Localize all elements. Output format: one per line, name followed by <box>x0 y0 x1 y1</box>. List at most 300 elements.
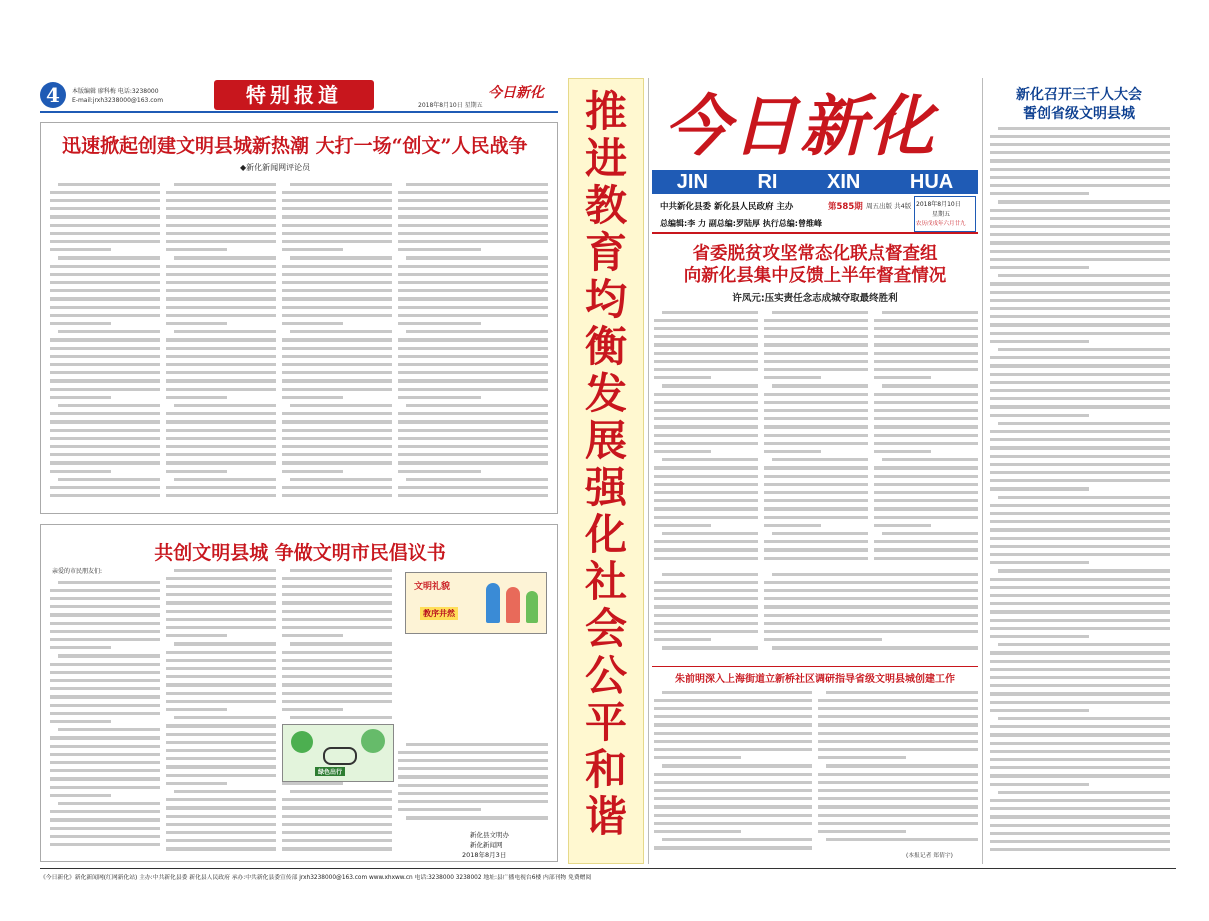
left-top-byline: ◆新化新闻网评论员 <box>240 163 311 172</box>
text-line <box>50 240 160 243</box>
text-line <box>58 581 160 584</box>
text-line <box>654 781 812 784</box>
text-line <box>50 695 160 698</box>
text-line <box>990 586 1170 589</box>
text-line <box>50 777 160 780</box>
text-line <box>166 306 276 309</box>
text-line <box>654 409 758 412</box>
text-line <box>398 808 481 811</box>
text-line <box>282 240 392 243</box>
text-line <box>282 371 392 374</box>
text-line <box>166 601 276 604</box>
text-line <box>874 343 978 346</box>
text-line <box>166 486 276 489</box>
text-line <box>282 379 392 382</box>
text-line <box>764 442 868 445</box>
text-line <box>654 507 758 510</box>
text-line <box>764 524 821 527</box>
text-line <box>290 478 392 481</box>
text-line <box>764 605 978 608</box>
text-line <box>398 199 548 202</box>
text-line <box>654 614 758 617</box>
text-line <box>818 805 978 808</box>
text-line <box>990 520 1170 523</box>
slogan-char: 公 <box>584 651 627 700</box>
text-line <box>50 613 160 616</box>
text-line <box>990 323 1170 326</box>
text-line <box>654 732 812 735</box>
text-line <box>398 792 548 795</box>
text-line <box>50 453 160 456</box>
tree-icon <box>361 729 385 753</box>
text-line <box>166 634 227 637</box>
text-line <box>290 569 392 572</box>
pinyin-word: RI <box>757 170 778 193</box>
text-line <box>990 315 1170 318</box>
text-line <box>654 343 758 346</box>
text-line <box>50 379 160 382</box>
center-col-2 <box>764 308 868 564</box>
text-line <box>282 265 392 268</box>
text-line <box>50 445 160 448</box>
text-line <box>654 360 758 363</box>
text-line <box>282 248 343 251</box>
text-line <box>166 281 276 284</box>
text-line <box>166 585 276 588</box>
slogan-char: 教 <box>584 181 627 230</box>
slogan-char: 衡 <box>584 322 627 371</box>
sign-org-2: 新化新闻网 <box>470 841 503 849</box>
text-line <box>662 838 812 841</box>
text-line <box>772 384 868 387</box>
slogan-char: 谐 <box>584 792 627 841</box>
slogan-char: 和 <box>584 745 627 794</box>
text-line <box>50 314 160 317</box>
text-line <box>50 753 160 756</box>
text-line <box>406 256 548 259</box>
text-line <box>990 266 1089 269</box>
text-line <box>874 434 978 437</box>
text-line <box>290 790 392 793</box>
text-line <box>990 397 1170 400</box>
text-line <box>282 708 343 711</box>
text-line <box>50 248 111 251</box>
illustration-caption: 绿色出行 <box>315 767 345 776</box>
text-line <box>398 371 548 374</box>
text-line <box>166 379 276 382</box>
text-line <box>764 548 868 551</box>
right-headline-2: 誓创省级文明县城 <box>1023 106 1135 122</box>
text-line <box>818 830 906 833</box>
text-line <box>990 774 1170 777</box>
text-line <box>654 846 812 849</box>
text-line <box>282 839 392 842</box>
text-line <box>282 306 392 309</box>
text-line <box>50 306 160 309</box>
text-line <box>662 311 758 314</box>
text-line <box>990 750 1170 753</box>
text-line <box>654 699 812 702</box>
text-line <box>990 840 1170 843</box>
text-line <box>398 437 548 440</box>
text-line <box>990 405 1170 408</box>
text-line <box>998 569 1170 572</box>
text-line <box>166 593 276 596</box>
text-line <box>282 232 392 235</box>
masthead-weekday: 星期五 <box>932 211 951 218</box>
text-line <box>406 183 548 186</box>
text-line <box>990 430 1170 433</box>
left-bottom-col-1 <box>50 578 160 854</box>
text-line <box>826 838 978 841</box>
slogan-char: 社 <box>584 557 627 606</box>
text-line <box>58 728 160 731</box>
text-line <box>166 338 276 341</box>
text-line <box>290 716 392 719</box>
text-line <box>50 794 111 797</box>
text-line <box>990 725 1170 728</box>
text-line <box>764 614 978 617</box>
text-line <box>50 769 160 772</box>
text-line <box>990 209 1170 212</box>
text-line <box>282 347 392 350</box>
text-line <box>990 455 1170 458</box>
text-line <box>50 589 160 592</box>
text-line <box>764 401 868 404</box>
text-line <box>398 273 548 276</box>
text-line <box>166 724 276 727</box>
text-line <box>764 630 978 633</box>
text-line <box>58 404 160 407</box>
text-line <box>398 494 548 497</box>
text-line <box>826 691 978 694</box>
text-line <box>290 183 392 186</box>
text-line <box>282 470 343 473</box>
text-line <box>654 442 758 445</box>
text-line <box>874 319 978 322</box>
text-line <box>772 646 978 649</box>
text-line <box>818 822 978 825</box>
text-line <box>50 281 160 284</box>
text-line <box>406 816 548 819</box>
text-line <box>282 338 392 341</box>
text-line <box>990 627 1170 630</box>
text-line <box>58 256 160 259</box>
text-line <box>166 215 276 218</box>
text-line <box>398 379 548 382</box>
text-line <box>282 363 392 366</box>
text-line <box>764 343 868 346</box>
text-line <box>50 720 111 723</box>
text-line <box>282 453 392 456</box>
text-line <box>654 805 812 808</box>
text-line <box>166 240 276 243</box>
text-line <box>50 232 160 235</box>
text-line <box>818 797 978 800</box>
text-line <box>990 332 1170 335</box>
text-line <box>50 429 160 432</box>
people-figure-icon <box>526 591 538 623</box>
footer-text: 《今日新化》新化新闻网(红网新化站) 主办:中共新化县委 新化县人民政府 承办:中共新化县委宣传部 jrxh3238000@163.com www.xhxww.cn 电话:3238000 3238002 地址:县广播电视台6楼 内部刊物 免费赠阅 <box>40 875 592 881</box>
text-line <box>282 626 392 629</box>
text-line <box>166 667 276 670</box>
text-line <box>990 783 1089 786</box>
text-line <box>50 843 160 846</box>
text-line <box>772 311 868 314</box>
text-line <box>50 273 160 276</box>
tree-icon <box>291 731 313 753</box>
text-line <box>764 557 868 560</box>
text-line <box>772 532 868 535</box>
text-line <box>662 573 758 576</box>
text-line <box>990 709 1089 712</box>
text-line <box>990 528 1170 531</box>
text-line <box>398 486 548 489</box>
text-line <box>654 723 812 726</box>
text-line <box>58 654 160 657</box>
text-line <box>998 422 1170 425</box>
text-line <box>166 388 276 391</box>
text-line <box>166 823 276 826</box>
text-line <box>166 626 276 629</box>
left-top-col-3 <box>282 180 392 505</box>
text-line <box>654 376 711 379</box>
text-line <box>654 548 758 551</box>
text-line <box>654 417 758 420</box>
bicycle-icon <box>323 747 357 765</box>
text-line <box>764 417 868 420</box>
left-top-headline: 迅速掀起创建文明县城新热潮 大打一场“创文”人民战争 <box>62 135 528 157</box>
text-line <box>290 404 392 407</box>
text-line <box>398 388 548 391</box>
illustration-courtesy <box>405 572 547 634</box>
text-line <box>818 748 978 751</box>
text-line <box>50 835 160 838</box>
text-line <box>764 393 868 396</box>
text-line <box>990 758 1170 761</box>
text-line <box>50 412 160 415</box>
text-line <box>990 446 1170 449</box>
text-line <box>874 327 978 330</box>
text-line <box>990 799 1170 802</box>
text-line <box>990 561 1089 564</box>
text-line <box>174 790 276 793</box>
page-number-badge <box>40 82 66 108</box>
text-line <box>50 470 111 473</box>
text-line <box>662 646 758 649</box>
text-line <box>764 597 978 600</box>
text-line <box>166 322 227 325</box>
text-line <box>990 619 1170 622</box>
text-line <box>282 314 392 317</box>
text-line <box>50 810 160 813</box>
text-line <box>998 791 1170 794</box>
text-line <box>772 458 868 461</box>
illustration-subtitle: 教序井然 <box>420 607 458 620</box>
text-line <box>990 381 1170 384</box>
text-line <box>654 327 758 330</box>
column-divider <box>982 78 983 864</box>
text-line <box>166 774 276 777</box>
text-line <box>166 289 276 292</box>
center-headline-1: 省委脱贫攻坚常态化联点督查组 <box>692 244 938 264</box>
text-line <box>398 240 548 243</box>
text-line <box>990 545 1170 548</box>
text-line <box>166 782 227 785</box>
slogan-char: 平 <box>584 698 627 747</box>
text-line <box>990 824 1170 827</box>
text-line <box>882 532 978 535</box>
text-line <box>166 577 276 580</box>
text-line <box>282 692 392 695</box>
text-line <box>818 732 978 735</box>
text-line <box>874 417 978 420</box>
text-line <box>166 273 276 276</box>
text-line <box>166 675 276 678</box>
text-line <box>50 396 111 399</box>
text-line <box>166 363 276 366</box>
text-line <box>282 289 392 292</box>
text-line <box>654 797 812 800</box>
text-line <box>50 736 160 739</box>
text-line <box>174 404 276 407</box>
left-top-col-2 <box>166 180 276 505</box>
text-line <box>166 839 276 842</box>
text-line <box>990 692 1170 695</box>
pinyin-row <box>652 170 978 194</box>
text-line <box>282 823 392 826</box>
slogan-char: 均 <box>584 275 627 324</box>
text-line <box>990 479 1170 482</box>
text-line <box>50 420 160 423</box>
text-line <box>654 630 758 633</box>
text-line <box>282 429 392 432</box>
text-line <box>50 827 160 830</box>
illustration-green-travel <box>282 724 394 782</box>
text-line <box>398 297 548 300</box>
text-line <box>764 352 868 355</box>
text-line <box>764 434 868 437</box>
center-bottom-headline: 朱前明深入上海街道立新桥社区调研指导省级文明县城创建工作 <box>675 674 955 685</box>
text-line <box>990 176 1170 179</box>
text-line <box>282 798 392 801</box>
text-line <box>166 232 276 235</box>
text-line <box>282 667 392 670</box>
text-line <box>166 692 276 695</box>
text-line <box>166 265 276 268</box>
text-line <box>398 289 548 292</box>
text-line <box>50 704 160 707</box>
text-line <box>818 773 978 776</box>
text-line <box>772 573 978 576</box>
left-bottom-col-4 <box>398 740 548 824</box>
text-line <box>874 368 978 371</box>
text-line <box>166 831 276 834</box>
text-line <box>990 291 1170 294</box>
slogan-text <box>568 88 644 840</box>
people-figure-icon <box>486 583 500 623</box>
text-line <box>654 319 758 322</box>
text-line <box>998 200 1170 203</box>
text-line <box>50 671 160 674</box>
text-line <box>874 466 978 469</box>
text-line <box>174 642 276 645</box>
text-line <box>406 478 548 481</box>
email-line: E-mail:jrxh3238000@163.com <box>72 97 164 104</box>
text-line <box>654 450 711 453</box>
text-line <box>990 159 1170 162</box>
text-line <box>662 764 812 767</box>
section-title: 特别报道 <box>246 83 342 107</box>
text-line <box>290 642 392 645</box>
text-line <box>654 589 758 592</box>
slogan-char: 育 <box>584 228 627 277</box>
text-line <box>654 740 812 743</box>
text-line <box>764 581 978 584</box>
text-line <box>282 191 392 194</box>
page-number: 4 <box>46 83 60 107</box>
text-line <box>654 638 711 641</box>
text-line <box>282 322 343 325</box>
text-line <box>166 494 276 497</box>
text-line <box>50 745 160 748</box>
text-line <box>990 602 1170 605</box>
text-line <box>174 330 276 333</box>
text-line <box>882 458 978 461</box>
text-line <box>282 437 392 440</box>
text-line <box>50 494 160 497</box>
text-line <box>166 297 276 300</box>
text-line <box>398 314 548 317</box>
text-line <box>398 347 548 350</box>
text-line <box>282 273 392 276</box>
center-col-3 <box>874 308 978 564</box>
text-line <box>282 593 392 596</box>
pinyin-word: HUA <box>909 170 954 193</box>
slogan-char: 化 <box>584 510 627 559</box>
text-line <box>998 717 1170 720</box>
text-line <box>998 348 1170 351</box>
text-line <box>654 814 812 817</box>
text-line <box>398 306 548 309</box>
text-line <box>166 700 276 703</box>
mini-logo: 今日新化 <box>488 85 544 101</box>
pinyin-word: JIN <box>676 170 708 193</box>
text-line <box>282 297 392 300</box>
slogan-char: 进 <box>584 134 627 183</box>
text-line <box>654 368 758 371</box>
text-line <box>166 199 276 202</box>
text-line <box>398 363 548 366</box>
text-line <box>990 389 1170 392</box>
text-line <box>50 646 111 649</box>
text-line <box>764 368 868 371</box>
text-line <box>50 818 160 821</box>
text-line <box>990 168 1170 171</box>
text-line <box>166 470 227 473</box>
text-line <box>874 442 978 445</box>
text-line <box>398 759 548 762</box>
text-line <box>764 335 868 338</box>
text-line <box>50 622 160 625</box>
text-line <box>282 388 392 391</box>
text-line <box>764 638 882 641</box>
text-line <box>654 597 758 600</box>
text-line <box>166 437 276 440</box>
masthead-lunar: 农历戊戌年六月廿九 <box>916 221 966 227</box>
text-line <box>398 355 548 358</box>
illustration-title: 文明礼貌 <box>414 582 451 592</box>
